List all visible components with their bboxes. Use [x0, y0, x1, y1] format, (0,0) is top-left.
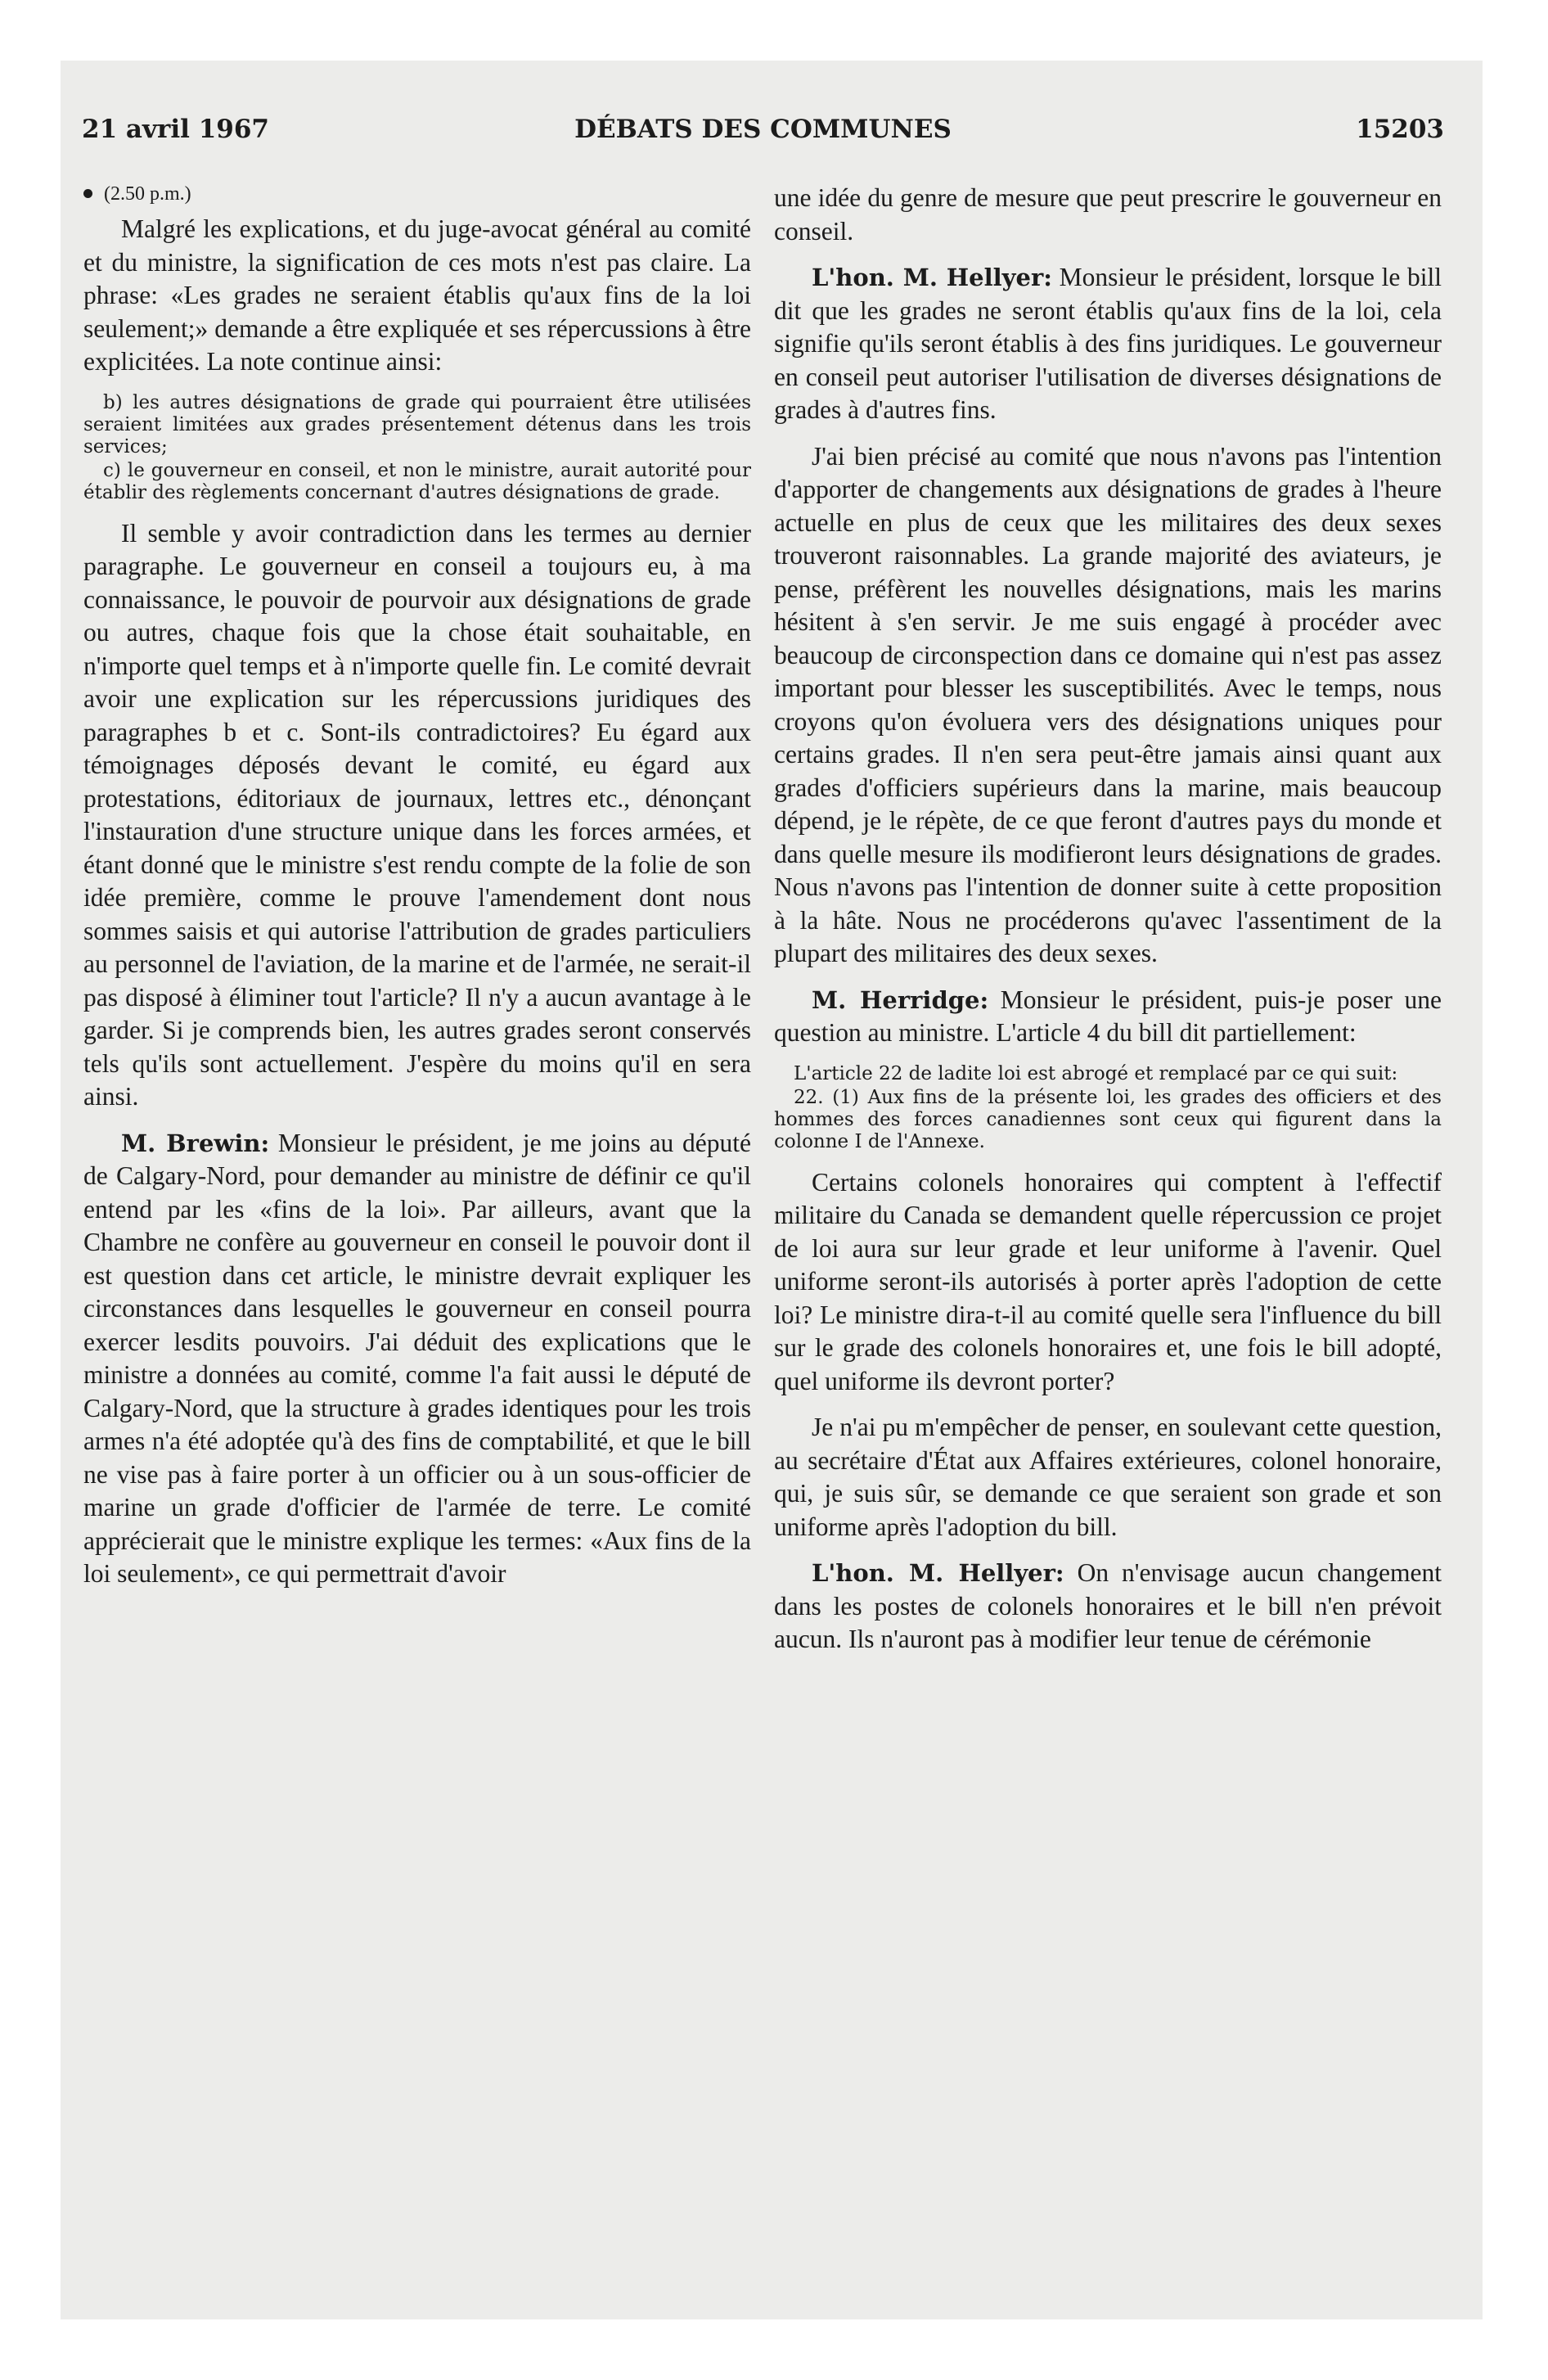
speaker-name: M. Herridge:	[812, 985, 989, 1014]
paragraph: une idée du genre de mesure que peut prescrire le gouverneur en conseil.	[774, 183, 1442, 246]
header-title: DÉBATS DES COMMUNES	[574, 115, 952, 144]
quote-paragraph: b) les autres désignations de grade qui pourraient être utilisées seraient limitées aux grades présentement détenus dans les trois services;	[83, 391, 751, 458]
paragraph: Il semble y avoir contradiction dans les termes au dernier paragraphe. Le gouverneur en conseil a toujours eu, à ma connaissance, le pouvoir de pourvoir aux désignations de grade ou autres, chaque fois que la chose était souhaitable, en n'importe quel temps et à n'importe quelle fin. Le comité devrait avoir une explication sur les répercussions juridiques des paragraphes b et c. Sont-ils contradictoires? Eu égard aux témoignages déposés devant le comité, eu égard aux protestations, éditoriaux de journaux, lettres etc., dénonçant l'instauration d'une structure unique dans les forces armées, et étant donné que le ministre s'est rendu compte de la folie de son idée première, comme le prouve l'amendement dont nous sommes saisis et qui autorise l'attribution de grades particuliers au personnel de l'aviation, de la marine et de l'armée, ne serait-il pas disposé à éliminer tout l'article? Il n'y a aucun avantage à le garder. Si je comprends bien, les autres grades seront conservés tels qu'ils sont actuellement. J'espère du moins qu'il en sera ainsi.	[83, 518, 751, 1111]
block-quote	[774, 1063, 1442, 1153]
speaker-name: M. Brewin:	[121, 1129, 270, 1157]
speech-text: Monsieur le président, puis-je poser une question au ministre. L'article 4 du bill dit partiellement:	[774, 985, 1442, 1047]
right-column	[774, 182, 1442, 1657]
block-quote	[83, 392, 751, 504]
paragraph: Malgré les explications, et du juge-avocat général au comité et du ministre, la signification de ces mots n'est pas claire. La phrase: «Les grades ne seraient établis qu'aux fins de la loi seulement;» demande a être expliquée et ses répercussions à être explicitées. La note continue ainsi:	[83, 214, 751, 376]
speech-text: Monsieur le président, lorsque le bill dit que les grades ne seront établis qu'aux fins de la loi, cela signifie qu'ils seront établis à des fins juridiques. Le gouverneur en conseil peut autoriser l'utilisation de diverses désignations de grades à d'autres fins.	[774, 263, 1442, 424]
header-page-number: 15203	[1356, 115, 1444, 144]
speaker-name: L'hon. M. Hellyer:	[812, 264, 1052, 291]
paragraph: Je n'ai pu m'empêcher de penser, en soulevant cette question, au secrétaire d'État aux Affaires extérieures, colonel honoraire, qui, je suis sûr, se demande ce que seraient son grade et son uniforme après l'adoption du bill.	[774, 1413, 1442, 1541]
speaker-name: L'hon. M. Hellyer:	[812, 1559, 1064, 1587]
paragraph	[774, 1557, 1442, 1657]
left-column	[83, 182, 751, 1591]
page-header	[82, 115, 1444, 152]
header-date: 21 avril 1967	[82, 115, 269, 144]
time-text: (2.50 p.m.)	[104, 183, 191, 205]
paragraph: Certains colonels honoraires qui comptent à l'effectif militaire du Canada se demandent quelle répercussion ce projet de loi aura sur leur grade et leur uniforme à l'avenir. Quel uniforme seront-ils autorisés à porter après l'adoption de cette loi? Le ministre dira-t-il au comité quelle sera l'influence du bill sur le grade des colonels honoraires et, une fois le bill adopté, quel uniforme ils devront porter?	[774, 1167, 1442, 1395]
speech-text: On n'envisage aucun changement dans les postes de colonels honoraires et le bill n'en prévoit aucun. Ils n'auront pas à modifier leur tenue de cérémonie	[774, 1558, 1442, 1653]
paragraph	[774, 261, 1442, 427]
paragraph	[83, 1127, 751, 1591]
paragraph: J'ai bien précisé au comité que nous n'avons pas l'intention d'apporter de changements aux désignations de grades à l'heure actuelle en plus de ceux que les militaires des deux sexes trouveront raisonnables. La grande majorité des aviateurs, je pense, préfèrent les nouvelles désignations, mais les marins hésitent à s'en servir. Je me suis engagé à procéder avec beaucoup de circonspection dans ce domaine qui n'est pas assez important pour blesser les susceptibilités. Avec le temps, nous croyons qu'on évoluera vers des désignations uniques pour certains grades. Il n'en sera peut-être jamais ainsi quant aux grades d'officiers supérieurs dans la marine, mais beaucoup dépend, je le répète, de ce que feront d'autres pays du monde et dans quelle mesure ils modifieront leurs désignations de grades. Nous n'avons pas l'intention de donner suite à cette proposition à la hâte. Nous ne procéderons qu'avec l'assentiment de la plupart des militaires des deux sexes.	[774, 441, 1442, 967]
quote-paragraph: L'article 22 de ladite loi est abrogé et remplacé par ce qui suit:	[794, 1062, 1398, 1084]
speech-text: Monsieur le président, je me joins au député de Calgary-Nord, pour demander au ministre de définir ce qu'il entend par les «fins de la loi». Par ailleurs, avant que la Chambre ne confère au gouverneur en conseil le pouvoir dont il est question dans cet article, le ministre devrait expliquer les circonstances dans lesquelles le gouverneur en conseil pourra exercer lesdits pouvoirs. J'ai déduit des explications que le ministre a données au comité, comme l'a fait aussi le député de Calgary-Nord, que la structure à grades identiques pour les trois armes n'a été adoptée qu'à des fins de comptabilité, et que le bill ne vise pas à faire porter à un officier ou à un sous-officier de marine un grade d'officier de l'armée de terre. Le comité apprécierait que le ministre explique les termes: «Aux fins de la loi seulement», ce qui permettrait d'avoir	[83, 1128, 751, 1588]
quote-paragraph: 22. (1) Aux fins de la présente loi, les grades des officiers et des hommes des forces canadiennes sont ceux qui figurent dans la colonne I de l'Annexe.	[774, 1086, 1442, 1152]
time-marker	[83, 182, 751, 206]
quote-paragraph: c) le gouverneur en conseil, et non le ministre, aurait autorité pour établir des règlements concernant d'autres désignations de grade.	[83, 459, 751, 503]
bullet-icon	[83, 189, 92, 198]
paragraph	[774, 984, 1442, 1050]
